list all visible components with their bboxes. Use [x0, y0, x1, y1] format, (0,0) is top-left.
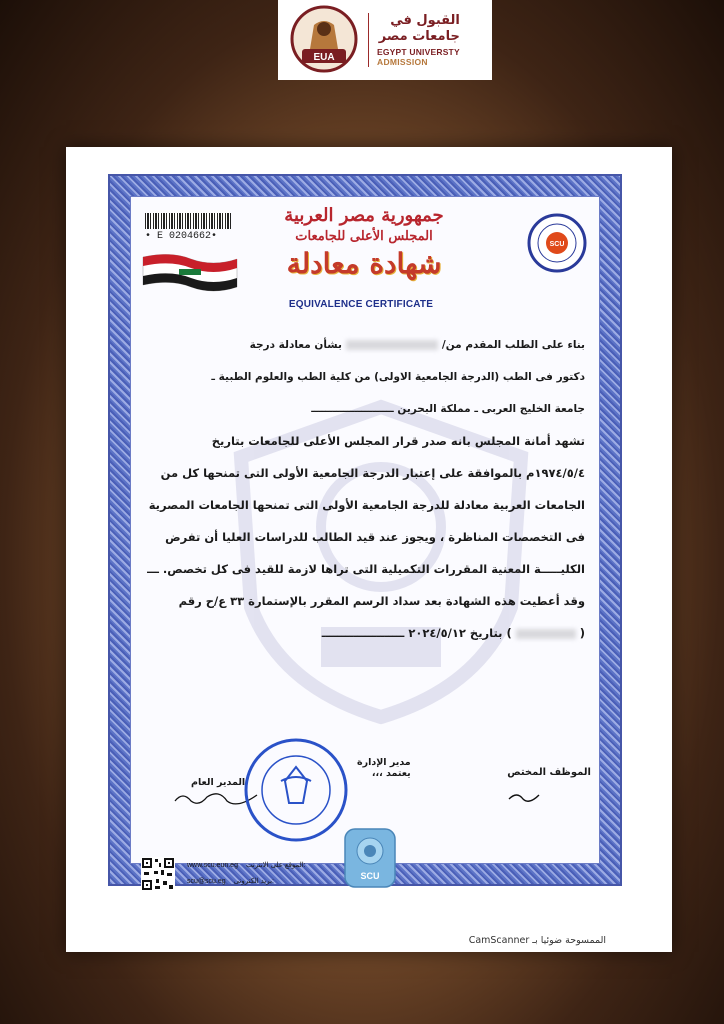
certificate-title-english: EQUIVALENCE CERTIFICATE: [288, 299, 434, 310]
certificate-body: [130, 196, 600, 885]
body-line-9: وقد أعطيت هذه الشهادة بعد سداد الرسم المقرر بالإستمارة ٣٣ ع/ح رقم: [178, 594, 585, 608]
camscanner-text: الممسوحة ضوئيا بـ CamScanner: [468, 935, 606, 946]
serial-number: • E 0204662•: [145, 231, 218, 242]
body-line-10: [145, 625, 585, 657]
general-manager-label: المدير العام: [191, 777, 246, 788]
brand-arabic-line2: جامعات مصر: [378, 29, 460, 44]
redacted-receipt-number: [516, 629, 576, 639]
brand-english-line1: EGYPT UNIVERSTY: [377, 47, 460, 57]
barcode: [145, 213, 231, 229]
footer-email-address: scu@scu.eg: [187, 878, 226, 885]
footer-email-label: بريد الكترونى:: [233, 878, 274, 885]
iraq-flag-icon: [141, 251, 239, 293]
body-line-7: فى التخصصات المناظرة ، ويجوز عند قيد الطالب للدراسات العليا أن تفرض: [165, 530, 585, 544]
body-line-3: جامعة الخليج العربى ـ مملكة البحرين ـــــــــــــــــــــــ: [311, 403, 585, 415]
admin-manager-label: مدير الإدارة: [357, 757, 411, 768]
clerk-signature-icon: [505, 789, 545, 807]
official-stamp-icon: [241, 735, 351, 845]
body-line-4: تشهد أمانة المجلس بانه صدر قرار المجلس الأعلى للجامعات بتاريخ: [211, 434, 585, 448]
body-line-10-start: (: [579, 626, 585, 640]
footer-website-url: www.scu.eun.eg: [187, 862, 238, 869]
body-line-1-end: بشأن معادلة درجة: [249, 339, 342, 351]
footer-email: [187, 877, 274, 885]
body-line-1: [145, 337, 585, 369]
header-arabic-line1: جمهورية مصر العربية: [284, 205, 444, 226]
eua-logo-icon: [288, 5, 360, 75]
body-line-1-start: بناء على الطلب المقدم من/: [441, 339, 585, 351]
approved-label: يعتمد ،،،: [371, 768, 411, 779]
brand-english-line2: ADMISSION: [377, 57, 428, 67]
body-line-5: ١٩٧٤/٥/٤م بالموافقة على إعتبار الدرجة الجامعية الأولى التى تمنحها كل من: [160, 466, 585, 480]
camscanner-watermark: [66, 928, 672, 952]
scanned-page: [66, 147, 672, 952]
body-line-6: الجامعات العربية معادلة للدرجة الجامعية الأولى التى تمنحها الجامعات المصرية: [148, 498, 585, 512]
brand-text: [377, 13, 460, 67]
certificate-text: [145, 337, 585, 657]
qr-code-icon: [141, 857, 175, 891]
eua-logo-text: EUA: [313, 52, 335, 63]
clerk-signature-label: الموظف المختص: [507, 767, 591, 778]
footer-website-label: الموقع على الانترنت:: [245, 862, 306, 869]
hologram-sticker-icon: [343, 827, 397, 889]
certificate-title-arabic: شهادة معادلة: [286, 247, 442, 280]
scu-seal-icon: [527, 213, 587, 273]
header-arabic-line2: المجلس الأعلى للجامعات: [295, 229, 433, 244]
body-line-2: دكتور فى الطب (الدرجة الجامعية الاولى) من كلية الطب والعلوم الطبية ـ: [211, 371, 585, 383]
redacted-name: [346, 340, 438, 350]
certificate-border: [108, 174, 622, 886]
body-line-8: الكليـــــة المعنية المقررات التكميلية التى تراها لازمة للقيد فى كل تخصص. ـــ: [147, 562, 585, 576]
scu-seal-text: SCU: [549, 241, 565, 248]
brand-arabic-line1: القبول في: [390, 13, 460, 28]
brand-divider: [368, 13, 369, 67]
brand-card: [278, 0, 492, 80]
footer-website: [187, 861, 306, 869]
admin-manager-signature: [357, 757, 411, 779]
hologram-text: SCU: [360, 871, 380, 881]
body-line-10-end: ) بتاريخ ٢٠٢٤/٥/١٢ ـــــــــــــــــــــ: [321, 626, 512, 640]
